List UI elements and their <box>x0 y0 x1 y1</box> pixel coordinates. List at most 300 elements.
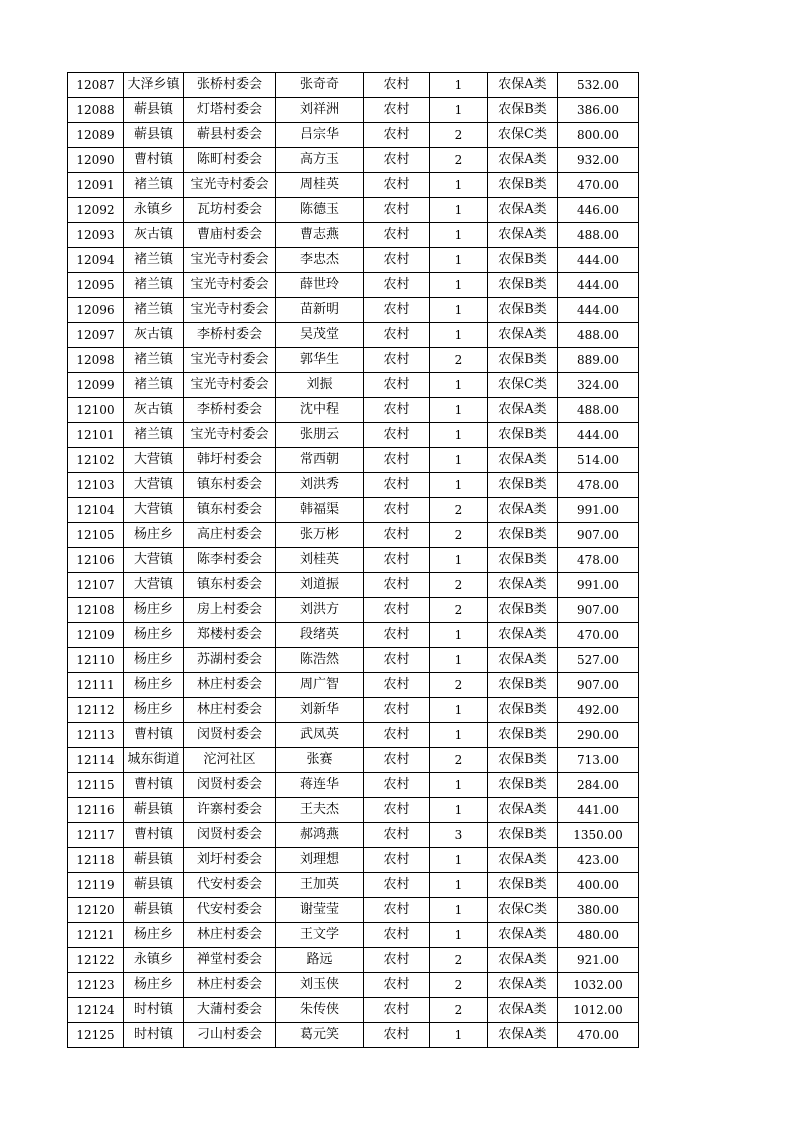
cell-member-count: 1 <box>430 698 488 723</box>
cell-member-count: 2 <box>430 498 488 523</box>
table-row <box>68 673 639 698</box>
cell-amount: 441.00 <box>558 798 639 823</box>
cell-person-name: 刘玉侠 <box>276 973 364 998</box>
cell-village-committee: 大蒲村委会 <box>184 998 276 1023</box>
cell-village-committee: 宝光寺村委会 <box>184 373 276 398</box>
cell-household-type: 农村 <box>364 248 430 273</box>
cell-household-type: 农村 <box>364 373 430 398</box>
cell-household-type: 农村 <box>364 973 430 998</box>
cell-town: 褚兰镇 <box>124 373 184 398</box>
cell-record-id: 12113 <box>68 723 124 748</box>
cell-amount: 444.00 <box>558 248 639 273</box>
cell-person-name: 陈浩然 <box>276 648 364 673</box>
table-row <box>68 548 639 573</box>
cell-town: 杨庄乡 <box>124 623 184 648</box>
cell-insurance-category: 农保C类 <box>488 123 558 148</box>
cell-person-name: 张赛 <box>276 748 364 773</box>
cell-household-type: 农村 <box>364 723 430 748</box>
cell-household-type: 农村 <box>364 898 430 923</box>
cell-member-count: 2 <box>430 673 488 698</box>
cell-member-count: 1 <box>430 798 488 823</box>
cell-household-type: 农村 <box>364 598 430 623</box>
cell-amount: 514.00 <box>558 448 639 473</box>
cell-member-count: 1 <box>430 223 488 248</box>
cell-insurance-category: 农保B类 <box>488 723 558 748</box>
cell-village-committee: 宝光寺村委会 <box>184 248 276 273</box>
cell-member-count: 1 <box>430 773 488 798</box>
cell-person-name: 张朋云 <box>276 423 364 448</box>
cell-member-count: 1 <box>430 923 488 948</box>
cell-household-type: 农村 <box>364 173 430 198</box>
cell-household-type: 农村 <box>364 698 430 723</box>
cell-record-id: 12104 <box>68 498 124 523</box>
cell-record-id: 12110 <box>68 648 124 673</box>
cell-town: 杨庄乡 <box>124 973 184 998</box>
cell-household-type: 农村 <box>364 673 430 698</box>
cell-village-committee: 镇东村委会 <box>184 573 276 598</box>
cell-record-id: 12103 <box>68 473 124 498</box>
cell-insurance-category: 农保B类 <box>488 248 558 273</box>
cell-member-count: 1 <box>430 648 488 673</box>
cell-town: 曹村镇 <box>124 823 184 848</box>
cell-household-type: 农村 <box>364 873 430 898</box>
cell-insurance-category: 农保A类 <box>488 848 558 873</box>
cell-amount: 488.00 <box>558 398 639 423</box>
cell-town: 褚兰镇 <box>124 348 184 373</box>
cell-insurance-category: 农保B类 <box>488 673 558 698</box>
cell-amount: 932.00 <box>558 148 639 173</box>
cell-amount: 400.00 <box>558 873 639 898</box>
cell-insurance-category: 农保B类 <box>488 698 558 723</box>
cell-insurance-category: 农保A类 <box>488 573 558 598</box>
cell-record-id: 12123 <box>68 973 124 998</box>
cell-person-name: 陈德玉 <box>276 198 364 223</box>
cell-insurance-category: 农保B类 <box>488 423 558 448</box>
table-row <box>68 423 639 448</box>
cell-town: 杨庄乡 <box>124 698 184 723</box>
cell-insurance-category: 农保A类 <box>488 498 558 523</box>
table-row <box>68 948 639 973</box>
cell-insurance-category: 农保A类 <box>488 1023 558 1048</box>
cell-amount: 1350.00 <box>558 823 639 848</box>
cell-member-count: 1 <box>430 848 488 873</box>
cell-person-name: 郝鸿燕 <box>276 823 364 848</box>
cell-record-id: 12102 <box>68 448 124 473</box>
cell-insurance-category: 农保B类 <box>488 523 558 548</box>
cell-insurance-category: 农保B类 <box>488 298 558 323</box>
cell-record-id: 12118 <box>68 848 124 873</box>
cell-household-type: 农村 <box>364 223 430 248</box>
cell-household-type: 农村 <box>364 123 430 148</box>
cell-household-type: 农村 <box>364 198 430 223</box>
cell-household-type: 农村 <box>364 348 430 373</box>
cell-village-committee: 代安村委会 <box>184 898 276 923</box>
cell-town: 灰古镇 <box>124 223 184 248</box>
cell-member-count: 2 <box>430 998 488 1023</box>
cell-amount: 1032.00 <box>558 973 639 998</box>
cell-person-name: 张奇奇 <box>276 73 364 98</box>
cell-household-type: 农村 <box>364 398 430 423</box>
cell-insurance-category: 农保B类 <box>488 873 558 898</box>
cell-town: 曹村镇 <box>124 723 184 748</box>
cell-insurance-category: 农保A类 <box>488 998 558 1023</box>
cell-village-committee: 闵贤村委会 <box>184 723 276 748</box>
table-row <box>68 223 639 248</box>
cell-person-name: 武凤英 <box>276 723 364 748</box>
cell-village-committee: 韩圩村委会 <box>184 448 276 473</box>
cell-amount: 921.00 <box>558 948 639 973</box>
cell-member-count: 1 <box>430 398 488 423</box>
cell-town: 永镇乡 <box>124 948 184 973</box>
cell-person-name: 周桂英 <box>276 173 364 198</box>
cell-household-type: 农村 <box>364 823 430 848</box>
cell-insurance-category: 农保A类 <box>488 148 558 173</box>
cell-person-name: 刘振 <box>276 373 364 398</box>
cell-household-type: 农村 <box>364 998 430 1023</box>
cell-household-type: 农村 <box>364 423 430 448</box>
cell-person-name: 王文学 <box>276 923 364 948</box>
cell-town: 褚兰镇 <box>124 423 184 448</box>
cell-amount: 480.00 <box>558 923 639 948</box>
table-row <box>68 298 639 323</box>
table-row <box>68 748 639 773</box>
cell-member-count: 1 <box>430 298 488 323</box>
cell-person-name: 王夫杰 <box>276 798 364 823</box>
cell-record-id: 12088 <box>68 98 124 123</box>
cell-town: 褚兰镇 <box>124 248 184 273</box>
table-row <box>68 723 639 748</box>
cell-village-committee: 禅堂村委会 <box>184 948 276 973</box>
cell-amount: 488.00 <box>558 223 639 248</box>
cell-record-id: 12089 <box>68 123 124 148</box>
cell-person-name: 刘祥洲 <box>276 98 364 123</box>
cell-person-name: 刘桂英 <box>276 548 364 573</box>
cell-record-id: 12116 <box>68 798 124 823</box>
cell-member-count: 1 <box>430 323 488 348</box>
cell-insurance-category: 农保A类 <box>488 623 558 648</box>
table-row <box>68 148 639 173</box>
cell-member-count: 1 <box>430 1023 488 1048</box>
cell-amount: 423.00 <box>558 848 639 873</box>
cell-record-id: 12094 <box>68 248 124 273</box>
cell-town: 大营镇 <box>124 448 184 473</box>
cell-village-committee: 苏湖村委会 <box>184 648 276 673</box>
cell-insurance-category: 农保C类 <box>488 898 558 923</box>
cell-member-count: 1 <box>430 98 488 123</box>
table-row <box>68 473 639 498</box>
cell-record-id: 12115 <box>68 773 124 798</box>
cell-town: 大营镇 <box>124 473 184 498</box>
cell-town: 曹村镇 <box>124 773 184 798</box>
table-row <box>68 273 639 298</box>
cell-person-name: 张万彬 <box>276 523 364 548</box>
cell-town: 褚兰镇 <box>124 298 184 323</box>
cell-town: 城东街道 <box>124 748 184 773</box>
cell-amount: 800.00 <box>558 123 639 148</box>
cell-record-id: 12111 <box>68 673 124 698</box>
cell-insurance-category: 农保B类 <box>488 773 558 798</box>
cell-insurance-category: 农保C类 <box>488 373 558 398</box>
cell-record-id: 12108 <box>68 598 124 623</box>
cell-village-committee: 陈町村委会 <box>184 148 276 173</box>
table-row <box>68 398 639 423</box>
cell-village-committee: 李桥村委会 <box>184 323 276 348</box>
cell-member-count: 2 <box>430 573 488 598</box>
cell-insurance-category: 农保A类 <box>488 198 558 223</box>
cell-town: 大营镇 <box>124 498 184 523</box>
cell-amount: 532.00 <box>558 73 639 98</box>
cell-person-name: 沈中程 <box>276 398 364 423</box>
table-row <box>68 848 639 873</box>
cell-person-name: 苗新明 <box>276 298 364 323</box>
cell-member-count: 2 <box>430 148 488 173</box>
cell-village-committee: 蕲县村委会 <box>184 123 276 148</box>
cell-insurance-category: 农保A类 <box>488 648 558 673</box>
cell-insurance-category: 农保A类 <box>488 323 558 348</box>
cell-amount: 444.00 <box>558 298 639 323</box>
cell-village-committee: 李桥村委会 <box>184 398 276 423</box>
cell-household-type: 农村 <box>364 298 430 323</box>
cell-village-committee: 高庄村委会 <box>184 523 276 548</box>
cell-household-type: 农村 <box>364 548 430 573</box>
cell-household-type: 农村 <box>364 848 430 873</box>
cell-household-type: 农村 <box>364 323 430 348</box>
table-row <box>68 323 639 348</box>
cell-village-committee: 刁山村委会 <box>184 1023 276 1048</box>
cell-member-count: 2 <box>430 348 488 373</box>
cell-record-id: 12099 <box>68 373 124 398</box>
table-row <box>68 1023 639 1048</box>
cell-amount: 470.00 <box>558 623 639 648</box>
cell-town: 曹村镇 <box>124 148 184 173</box>
cell-amount: 889.00 <box>558 348 639 373</box>
cell-village-committee: 宝光寺村委会 <box>184 273 276 298</box>
cell-household-type: 农村 <box>364 148 430 173</box>
cell-village-committee: 许寨村委会 <box>184 798 276 823</box>
cell-person-name: 曹志燕 <box>276 223 364 248</box>
cell-record-id: 12095 <box>68 273 124 298</box>
cell-town: 时村镇 <box>124 1023 184 1048</box>
cell-amount: 386.00 <box>558 98 639 123</box>
cell-record-id: 12124 <box>68 998 124 1023</box>
cell-amount: 284.00 <box>558 773 639 798</box>
cell-insurance-category: 农保B类 <box>488 348 558 373</box>
cell-record-id: 12093 <box>68 223 124 248</box>
cell-town: 蕲县镇 <box>124 873 184 898</box>
table-row <box>68 448 639 473</box>
cell-village-committee: 代安村委会 <box>184 873 276 898</box>
cell-record-id: 12100 <box>68 398 124 423</box>
cell-town: 蕲县镇 <box>124 123 184 148</box>
cell-person-name: 路远 <box>276 948 364 973</box>
cell-person-name: 郭华生 <box>276 348 364 373</box>
cell-member-count: 1 <box>430 473 488 498</box>
cell-member-count: 1 <box>430 448 488 473</box>
cell-village-committee: 宝光寺村委会 <box>184 298 276 323</box>
cell-village-committee: 郑楼村委会 <box>184 623 276 648</box>
cell-household-type: 农村 <box>364 448 430 473</box>
cell-household-type: 农村 <box>364 73 430 98</box>
cell-person-name: 谢莹莹 <box>276 898 364 923</box>
cell-village-committee: 镇东村委会 <box>184 498 276 523</box>
cell-amount: 380.00 <box>558 898 639 923</box>
cell-amount: 488.00 <box>558 323 639 348</box>
cell-person-name: 刘道振 <box>276 573 364 598</box>
cell-record-id: 12096 <box>68 298 124 323</box>
cell-insurance-category: 农保B类 <box>488 598 558 623</box>
cell-amount: 324.00 <box>558 373 639 398</box>
table-row <box>68 823 639 848</box>
cell-member-count: 2 <box>430 523 488 548</box>
cell-member-count: 1 <box>430 723 488 748</box>
cell-member-count: 2 <box>430 123 488 148</box>
cell-insurance-category: 农保B类 <box>488 823 558 848</box>
cell-record-id: 12105 <box>68 523 124 548</box>
cell-town: 时村镇 <box>124 998 184 1023</box>
cell-person-name: 刘理想 <box>276 848 364 873</box>
cell-amount: 713.00 <box>558 748 639 773</box>
cell-amount: 991.00 <box>558 498 639 523</box>
table-row <box>68 523 639 548</box>
cell-household-type: 农村 <box>364 273 430 298</box>
cell-insurance-category: 农保B类 <box>488 473 558 498</box>
cell-record-id: 12098 <box>68 348 124 373</box>
cell-insurance-category: 农保B类 <box>488 98 558 123</box>
cell-insurance-category: 农保A类 <box>488 923 558 948</box>
cell-insurance-category: 农保B类 <box>488 173 558 198</box>
cell-village-committee: 曹庙村委会 <box>184 223 276 248</box>
cell-record-id: 12125 <box>68 1023 124 1048</box>
cell-household-type: 农村 <box>364 523 430 548</box>
cell-amount: 907.00 <box>558 598 639 623</box>
cell-household-type: 农村 <box>364 498 430 523</box>
cell-village-committee: 闵贤村委会 <box>184 773 276 798</box>
cell-insurance-category: 农保A类 <box>488 398 558 423</box>
cell-member-count: 1 <box>430 548 488 573</box>
cell-town: 灰古镇 <box>124 398 184 423</box>
cell-town: 杨庄乡 <box>124 523 184 548</box>
cell-village-committee: 瓦坊村委会 <box>184 198 276 223</box>
cell-village-committee: 镇东村委会 <box>184 473 276 498</box>
cell-member-count: 1 <box>430 873 488 898</box>
cell-household-type: 农村 <box>364 773 430 798</box>
cell-household-type: 农村 <box>364 1023 430 1048</box>
cell-amount: 290.00 <box>558 723 639 748</box>
cell-town: 杨庄乡 <box>124 673 184 698</box>
cell-village-committee: 宝光寺村委会 <box>184 173 276 198</box>
cell-village-committee: 林庄村委会 <box>184 973 276 998</box>
table-row <box>68 373 639 398</box>
table-row <box>68 98 639 123</box>
cell-member-count: 3 <box>430 823 488 848</box>
cell-village-committee: 沱河社区 <box>184 748 276 773</box>
cell-member-count: 1 <box>430 373 488 398</box>
cell-record-id: 12106 <box>68 548 124 573</box>
table-row <box>68 973 639 998</box>
cell-member-count: 1 <box>430 273 488 298</box>
cell-person-name: 常西朝 <box>276 448 364 473</box>
cell-village-committee: 林庄村委会 <box>184 698 276 723</box>
table-row <box>68 998 639 1023</box>
cell-village-committee: 房上村委会 <box>184 598 276 623</box>
cell-record-id: 12107 <box>68 573 124 598</box>
cell-amount: 478.00 <box>558 548 639 573</box>
cell-person-name: 段绪英 <box>276 623 364 648</box>
cell-town: 蕲县镇 <box>124 98 184 123</box>
cell-town: 杨庄乡 <box>124 648 184 673</box>
table-row <box>68 123 639 148</box>
cell-member-count: 1 <box>430 173 488 198</box>
cell-household-type: 农村 <box>364 798 430 823</box>
cell-record-id: 12090 <box>68 148 124 173</box>
cell-record-id: 12112 <box>68 698 124 723</box>
cell-member-count: 1 <box>430 73 488 98</box>
cell-village-committee: 灯塔村委会 <box>184 98 276 123</box>
cell-town: 大营镇 <box>124 573 184 598</box>
cell-record-id: 12119 <box>68 873 124 898</box>
cell-person-name: 刘洪方 <box>276 598 364 623</box>
table-row <box>68 73 639 98</box>
table-row <box>68 798 639 823</box>
cell-record-id: 12122 <box>68 948 124 973</box>
cell-village-committee: 刘圩村委会 <box>184 848 276 873</box>
cell-record-id: 12120 <box>68 898 124 923</box>
table-row <box>68 698 639 723</box>
cell-member-count: 1 <box>430 198 488 223</box>
cell-amount: 991.00 <box>558 573 639 598</box>
table-row <box>68 923 639 948</box>
cell-household-type: 农村 <box>364 923 430 948</box>
cell-record-id: 12114 <box>68 748 124 773</box>
cell-person-name: 韩福渠 <box>276 498 364 523</box>
cell-village-committee: 林庄村委会 <box>184 923 276 948</box>
cell-amount: 907.00 <box>558 673 639 698</box>
cell-member-count: 1 <box>430 898 488 923</box>
cell-village-committee: 宝光寺村委会 <box>184 348 276 373</box>
cell-person-name: 葛元笑 <box>276 1023 364 1048</box>
table-row <box>68 598 639 623</box>
cell-record-id: 12087 <box>68 73 124 98</box>
cell-town: 大营镇 <box>124 548 184 573</box>
cell-insurance-category: 农保A类 <box>488 798 558 823</box>
cell-amount: 527.00 <box>558 648 639 673</box>
cell-person-name: 刘洪秀 <box>276 473 364 498</box>
cell-amount: 444.00 <box>558 423 639 448</box>
cell-person-name: 王加英 <box>276 873 364 898</box>
table-row <box>68 623 639 648</box>
records-body <box>68 73 639 1048</box>
cell-household-type: 农村 <box>364 98 430 123</box>
cell-insurance-category: 农保A类 <box>488 73 558 98</box>
table-row <box>68 248 639 273</box>
cell-town: 褚兰镇 <box>124 273 184 298</box>
cell-record-id: 12097 <box>68 323 124 348</box>
cell-amount: 446.00 <box>558 198 639 223</box>
table-row <box>68 498 639 523</box>
cell-household-type: 农村 <box>364 473 430 498</box>
cell-record-id: 12101 <box>68 423 124 448</box>
table-row <box>68 348 639 373</box>
cell-village-committee: 陈李村委会 <box>184 548 276 573</box>
cell-person-name: 薛世玲 <box>276 273 364 298</box>
cell-amount: 470.00 <box>558 173 639 198</box>
cell-person-name: 周广智 <box>276 673 364 698</box>
cell-record-id: 12091 <box>68 173 124 198</box>
cell-village-committee: 林庄村委会 <box>184 673 276 698</box>
table-row <box>68 173 639 198</box>
cell-insurance-category: 农保A类 <box>488 948 558 973</box>
cell-amount: 478.00 <box>558 473 639 498</box>
